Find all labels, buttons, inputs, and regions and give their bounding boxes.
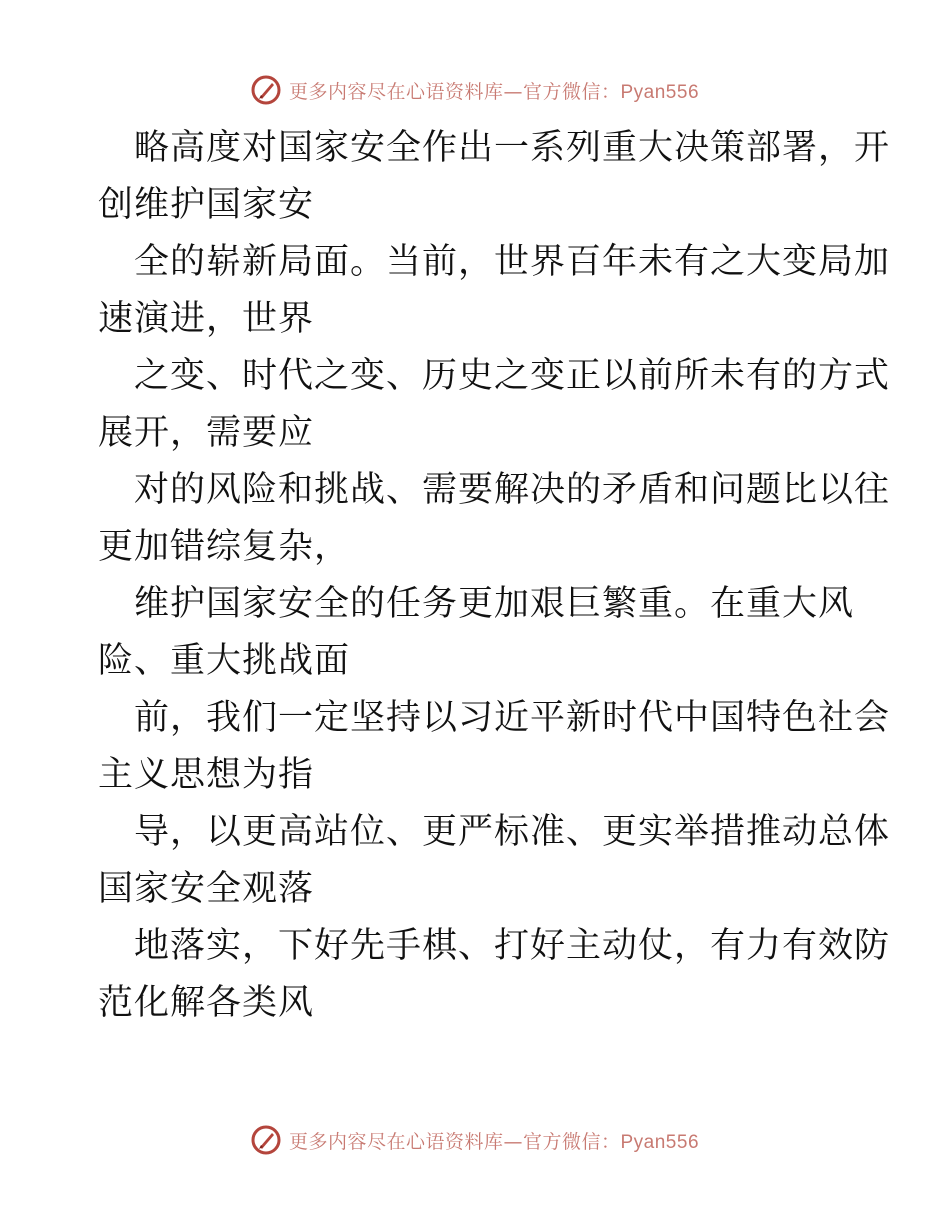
- watermark-wechat-id: Pyan556: [620, 81, 700, 103]
- paragraph-line: 主义思想为指: [98, 755, 315, 795]
- paragraph: [98, 918, 891, 1032]
- paragraph-line: 创维护国家安: [98, 185, 315, 225]
- paragraph: [98, 690, 891, 804]
- quill-logo-icon: [251, 1125, 281, 1155]
- paragraph-line: 对的风险和挑战、需要解决的矛盾和问题比以往: [134, 470, 891, 510]
- paragraph-line: 展开，需要应: [98, 413, 315, 453]
- watermark-label: 更多内容尽在心语资料库—官方微信：: [288, 1130, 621, 1153]
- quill-logo-icon: [251, 75, 281, 105]
- watermark-text: [289, 77, 699, 104]
- watermark-label: 更多内容尽在心语资料库—官方微信：: [288, 80, 621, 103]
- paragraph: [98, 804, 891, 918]
- paragraph: [98, 120, 891, 234]
- paragraph-line: 全的崭新局面。当前，世界百年未有之大变局加: [134, 242, 891, 282]
- document-body: [98, 120, 891, 1032]
- paragraph-line: 之变、时代之变、历史之变正以前所未有的方式: [134, 356, 891, 396]
- paragraph: [98, 234, 891, 348]
- header-watermark: [0, 70, 950, 110]
- watermark-wechat-id: Pyan556: [620, 1131, 700, 1153]
- paragraph-line: 地落实，下好先手棋、打好主动仗，有力有效防: [134, 926, 891, 966]
- paragraph-line: 更加错综复杂，: [98, 527, 351, 567]
- paragraph: [98, 462, 891, 576]
- paragraph: [98, 348, 891, 462]
- watermark-text: [289, 1127, 699, 1154]
- paragraph-line: 国家安全观落: [98, 869, 315, 909]
- paragraph-line: 范化解各类风: [98, 983, 315, 1023]
- paragraph-line: 速演进，世界: [98, 299, 315, 339]
- paragraph-line: 险、重大挑战面: [98, 641, 351, 681]
- paragraph-line: 略高度对国家安全作出一系列重大决策部署，开: [134, 128, 891, 168]
- footer-watermark: [0, 1120, 950, 1160]
- paragraph-line: 前，我们一定坚持以习近平新时代中国特色社会: [134, 698, 891, 738]
- paragraph-line: 维护国家安全的任务更加艰巨繁重。在重大风: [134, 584, 855, 624]
- paragraph: [98, 576, 858, 690]
- paragraph-line: 导，以更高站位、更严标准、更实举措推动总体: [134, 812, 891, 852]
